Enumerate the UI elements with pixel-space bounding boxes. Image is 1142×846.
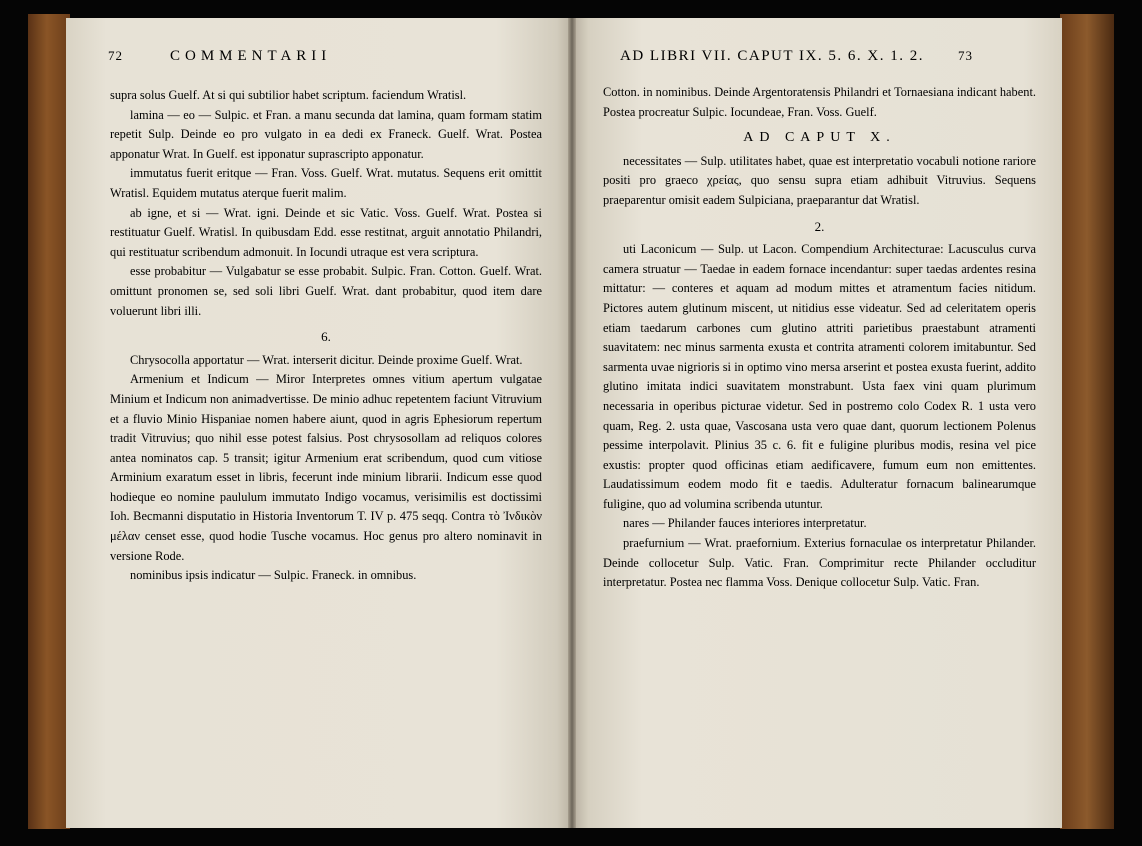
book-cover-right-edge <box>1060 14 1114 829</box>
book-gutter <box>568 18 576 828</box>
paragraph: necessitates — Sulp. utilitates habet, quae est interpretatio vocabuli notione rariore positi pro graeco χρείας, quo sensu supra etiam adhibuit Vitruvius. Sequens praeparentur omisit eadem Sulpiciana, praeparantur dat Wratisl. <box>603 153 1036 207</box>
left-page-number: 72 <box>108 48 123 63</box>
paragraph: esse probabitur — Vulgabatur se esse probabit. Sulpic. Fran. Cotton. Guelf. Wrat. omittunt pronomen se, sed soli libri Guelf. Wrat. dant probabitur, quod item dare voluerunt libri illi. <box>110 264 542 318</box>
left-page-text <box>110 86 542 586</box>
paragraph: Cotton. in nominibus. Deinde Argentoratensis Philandri et Tornaesiana indicant habent. Postea procreatur Sulpic. Iocundeae, Fran. Voss. Guelf. <box>603 85 1036 119</box>
paragraph: nares — Philander fauces interiores interpretatur. <box>623 516 867 531</box>
paragraph: immutatus fuerit eritque — Fran. Voss. Guelf. Wrat. mutatus. Sequens erit omittit Wratisl. Equidem mutatus aterque fuerit malim. <box>110 166 542 200</box>
paragraph: uti Laconicum — Sulp. ut Lacon. Compendium Architecturae: Lacusculus curva camera struatur — Taedae in eadem fornace incendantur: super taedas ardentes resina mittatur: — conteres et aquam ad modum mittes et atramentum facies nitidum. Pictores autem glutinum miscent, ut nitidius esse videatur. Sed ad celeritatem operis etiam taedarum carbones cum glutino attriti parietibus praestabunt atramenti suavitatem: nec minus sarmenta exusta et contrita atramenti colorem imitabuntur. Sed sarmenta uvae nigrioris si in optimo vino mersa arserint et postea exusta fuerint, addito glutino imitata indici suavitatem monstrabunt. Usta faex vini quam plurimum necessaria in operibus picturae videtur. Sed in postremo colo Codex R. 1 usta vero quam, Reg. 2. usta quae, Vascosana usta vero quae dant, quorum lectionem Polenus pessime interpolavit. Plinius 35 c. 6. fit e fuligine pluribus modis, resina vel pice exustis: propter quod officinas etiam aedificavere, fumum eum non emittentes. Laudatissimum eodem modo fit e taedis. Adulteratur fornacum balinearumque fuligine, quo ad volumina scribenda utuntur. <box>603 242 1036 511</box>
left-page-header <box>108 48 458 72</box>
right-running-head: AD LIBRI VII. CAPUT IX. 5. 6. X. 1. 2. <box>620 48 924 64</box>
right-page-header <box>620 48 1020 72</box>
section-number: 6. <box>321 329 331 345</box>
paragraph: supra solus Guelf. At si qui subtilior habet scriptum. faciendum Wratisl. <box>110 88 467 102</box>
section-number: 2. <box>814 218 825 234</box>
paragraph: ab igne, et si — Wrat. igni. Deinde et sic Vatic. Voss. Guelf. Wrat. Postea si restituatur Guelf. Wratisl. In quibusdam Edd. esse restitnat, arguit annotatio Philandri, qui restituatur scribendum admonuit. In Iocundi utraque est vera scriptura. <box>110 205 542 259</box>
right-page-text <box>603 83 1036 593</box>
paragraph: Armenium et Indicum — Miror Interpretes omnes vitium apertum vulgatae Minium et Indicum non animadvertisse. De minio adhuc repetentem faciunt Vitruvium et a fluvio Minio Hispaniae nomen habere aiunt, quod in agris Ephesiorum repertum tradit Vitruvius; quo nihil esse potest falsius. Post chrysosollam ad reliquos colores antea nominatos cap. 5 transit; igitur Armenium erat scribendum, quod cum vitiose Arminium exaratum esset in libris, fecerunt inde minium librarii. Indicum esse quod hodieque eo nomine paululum immutato Indigo vocamus, verisimilis est doctissimi Ioh. Becmanni disputatio in Historia Inventorum T. IV p. 475 seqq. Contra τὸ Ἰνδικὸν μέλαν censet esse, quod hodie Tusche vocamus. Hoc genus pro altero nominavit in versione Rode. <box>110 372 542 563</box>
right-page-number: 73 <box>958 48 973 63</box>
section-heading: AD CAPUT X. <box>743 130 896 146</box>
left-running-head: COMMENTARII <box>170 48 332 64</box>
paragraph: Chrysocolla apportatur — Wrat. interserit dicitur. Deinde proxime Guelf. Wrat. <box>130 352 523 367</box>
paragraph: praefurnium — Wrat. praefornium. Exterius fornaculae os interpretatur Philander. Deinde collocetur Sulp. Vatic. Fran. Comprimitur recte Philander occluditur interpretatur. Postea nec flamma Voss. Denique collocetur Sulp. Vatic. Fran. <box>603 536 1036 590</box>
paragraph: lamina — eo — Sulpic. et Fran. a manu secunda dat lamina, quam formam statim repetit Sulp. Deinde eo pro vulgato in ea dedi ex Franeck. Guelf. Wrat. Postea apponatur Wrat. In Guelf. est ipponatur suprascripto apponatur. <box>110 107 542 161</box>
book-cover-left-edge <box>28 14 70 829</box>
paragraph: nominibus ipsis indicatur — Sulpic. Franeck. in omnibus. <box>130 568 417 583</box>
